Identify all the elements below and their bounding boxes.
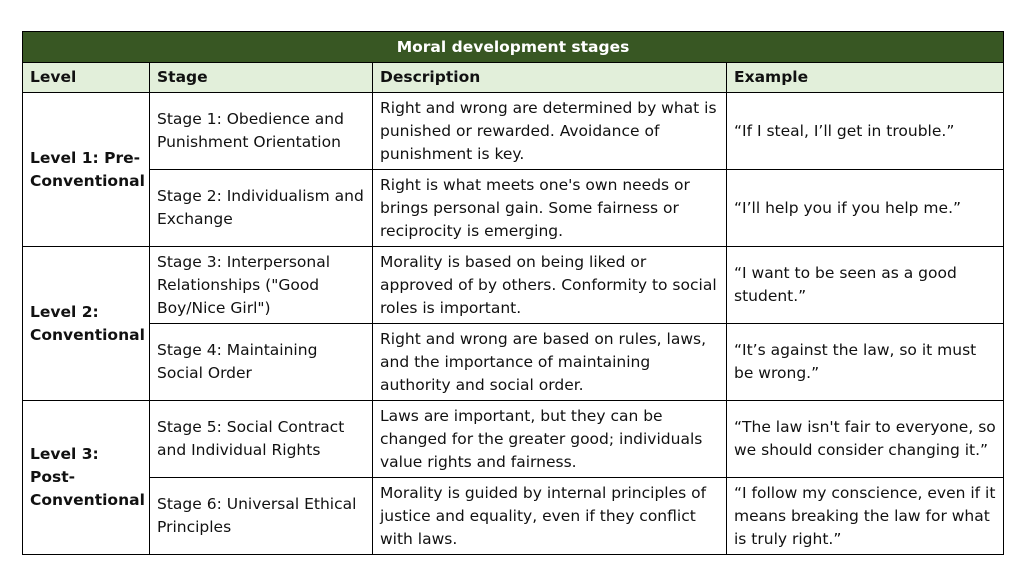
header-level: Level [23,63,150,93]
table-row [23,93,1004,170]
description-cell: Morality is guided by internal principles of justice and equality, even if they conflict with laws. [373,478,727,555]
stage-cell: Stage 4: Maintaining Social Order [150,324,373,401]
level-cell: Level 3: Post-Conventional [23,401,150,555]
header-stage: Stage [150,63,373,93]
stage-cell: Stage 1: Obedience and Punishment Orientation [150,93,373,170]
example-cell: “I follow my conscience, even if it means breaking the law for what is truly right.” [727,478,1004,555]
example-cell: “It’s against the law, so it must be wrong.” [727,324,1004,401]
moral-stages-table-container [22,31,1003,555]
table-row [23,247,1004,324]
example-cell: “If I steal, I’ll get in trouble.” [727,93,1004,170]
table-row [23,401,1004,478]
header-example: Example [727,63,1004,93]
table-title: Moral development stages [23,32,1004,63]
table-title-row [23,32,1004,63]
example-cell: “I want to be seen as a good student.” [727,247,1004,324]
table-row [23,324,1004,401]
example-cell: “The law isn't fair to everyone, so we should consider changing it.” [727,401,1004,478]
table-header-row [23,63,1004,93]
moral-stages-table [22,31,1004,555]
description-cell: Right is what meets one's own needs or brings personal gain. Some fairness or reciprocity is emerging. [373,170,727,247]
header-description: Description [373,63,727,93]
table-row [23,170,1004,247]
level-cell: Level 1: Pre-Conventional [23,93,150,247]
description-cell: Right and wrong are based on rules, laws, and the importance of maintaining authority and social order. [373,324,727,401]
example-cell: “I’ll help you if you help me.” [727,170,1004,247]
table-row [23,478,1004,555]
stage-cell: Stage 3: Interpersonal Relationships ("Good Boy/Nice Girl") [150,247,373,324]
description-cell: Right and wrong are determined by what is punished or rewarded. Avoidance of punishment is key. [373,93,727,170]
stage-cell: Stage 6: Universal Ethical Principles [150,478,373,555]
description-cell: Laws are important, but they can be changed for the greater good; individuals value rights and fairness. [373,401,727,478]
description-cell: Morality is based on being liked or approved of by others. Conformity to social roles is important. [373,247,727,324]
stage-cell: Stage 5: Social Contract and Individual Rights [150,401,373,478]
stage-cell: Stage 2: Individualism and Exchange [150,170,373,247]
level-cell: Level 2: Conventional [23,247,150,401]
